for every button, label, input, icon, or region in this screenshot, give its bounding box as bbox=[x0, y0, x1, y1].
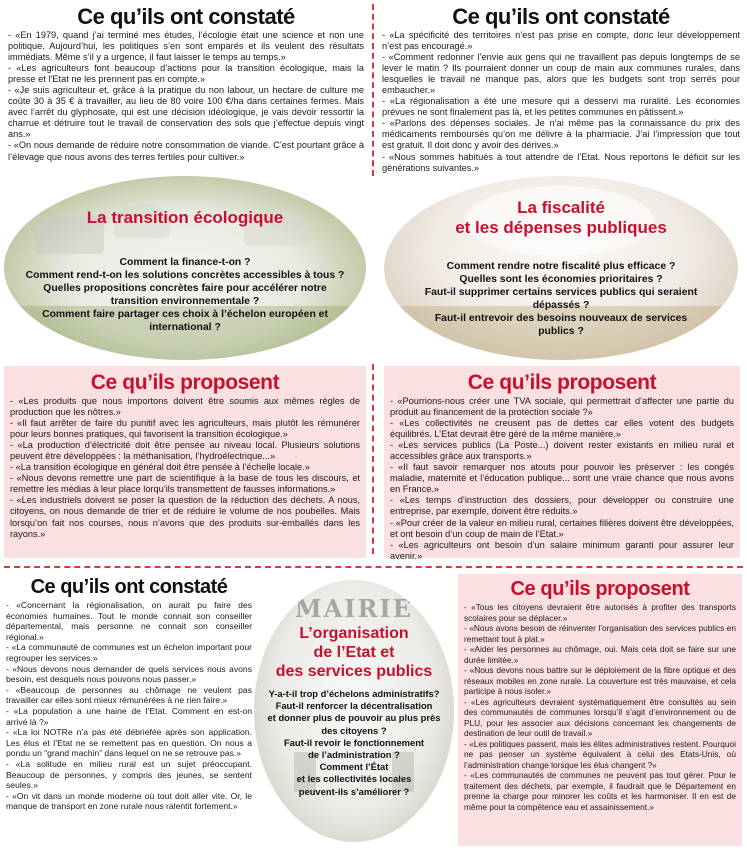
list-item: - «Beaucoup de personnes au chômage ne veulent pas travailler car elles sont mieux rémunérées à ne rien faire.» bbox=[6, 684, 252, 706]
question: de l’administration ? bbox=[308, 749, 400, 761]
question: Y-a-t-il trop d’échelons administratifs? bbox=[268, 688, 440, 699]
mid-right-list bbox=[390, 396, 734, 562]
list-item: - «La communauté de communes est un échelon important pour regrouper les services.» bbox=[6, 642, 252, 663]
list-item: - «Nous devons remettre une part de scientifique à la base de tous les discours, et remettre les médias à leur place lorqu’ils transmettent de fausses informations.» bbox=[10, 473, 360, 495]
list-item: - «Les collectivités ne creusent pas de dettes car elles votent des budgets équilibrés. L’Etat devrait être géré de la même manière.» bbox=[390, 418, 734, 440]
list-item: - «Nous devons nous demander de quels services nous avons besoin, est desquels nous pouvons nous passer.» bbox=[6, 663, 252, 685]
question: Quelles propositions concrètes faire pour accélérer notre transition environnementale ? bbox=[43, 283, 327, 307]
list-item: - «Concernant la régionalisation, on aurait pu faire des économies humaines. Tout le monde connait son conseiller départemental, mais personne ne connait son conseiller régional.» bbox=[6, 600, 252, 642]
list-item: - «Nous avons besoin de réinventer l’organisation des services publics en remettant tout à plat.» bbox=[464, 623, 736, 644]
section-heading: Ce qu’ils ont constaté bbox=[452, 4, 670, 29]
list-item: - «En 1979, quand j’ai terminé mes études, l’écologie était une science et non une politique. Aujourd’hui, les politiques s’en sont emparés et ils veulent des résultats immédiats. Même s’il y a urgence, il faut laisser le temps au temps.» bbox=[8, 30, 364, 63]
question: et donner plus de pouvoir au plus près bbox=[267, 712, 441, 724]
list-item: - «Pourrions-nous créer une TVA sociale, qui permettrait d’affecter une partie du produit au financement de la protection sociale ?» bbox=[390, 396, 734, 418]
list-item: - «Il faut savoir remarquer nos atouts pour pouvoir les préserver : les congés maladie, maternité et l’éducation publique... sont une vraie chance que nous avons en France.» bbox=[390, 462, 734, 495]
bottom-left-section bbox=[6, 574, 252, 846]
list-item: - «La population a une haine de l’Etat. Comment en est-on arrivé là ?» bbox=[6, 705, 252, 727]
vertical-divider-top bbox=[372, 4, 374, 176]
bottom-right-section bbox=[458, 574, 742, 846]
list-item: - «Les communautés de communes ne peuvent pas tout gérer. Pour le traitement des déchets, par exemple, il faudrait que le Département en prenne la charge pour minorer les coûts et les harmoniser. Il en est de même pour la compétence eau et assainissement.» bbox=[464, 770, 736, 812]
transition-questions bbox=[24, 256, 346, 334]
list-item: - «Tous les citoyens devraient être autorisés à profiter des transports scolaires pour se déplacer.» bbox=[464, 602, 736, 623]
top-left-list bbox=[8, 30, 364, 163]
list-item: - «La loi NOTRe n’a pas été débriefée après son application. Les élus et l’Etat ne se remettent pas en question. On nous a pondu un “grand machin” dans lequel on ne se retrouve pas.» bbox=[6, 727, 252, 759]
question: Comment rend-t-on les solutions concrètes accessibles à tous ? bbox=[25, 270, 345, 281]
list-item: - «Nous sommes habitués à tout attendre de l’Etat. Nous reportons le déficit sur les générations suivantes.» bbox=[382, 151, 740, 173]
etat-title-line3: des services publics bbox=[275, 663, 433, 680]
question: Quelles sont les économies prioritaires ? bbox=[459, 274, 663, 285]
list-item: - «Les agriculteurs ont besoin d’un salaire minimum garanti pour assurer leur avenir.» bbox=[390, 539, 734, 561]
list-item: - «Les agriculteurs devraient systématiquement être consultés au sein des communautés de communes lorsqu’il s’agit d’environnement ou de PLU, pour les associer aux décisions concernant les changements de destination de leur outil de travail.» bbox=[464, 696, 736, 738]
list-item: - «Je suis agriculteur et, grâce à la pratique du non labour, un hectare de culture me coûte 30 à 35 € à travailler, au lieu de 80 voire 100 €/ha dans certaines fermes. Mais avec l’arrêt du glyphosate, qui est une décision idéologique, je vais devoir ressortir la charrue et détruire tout le travail de conservation des sols que j’effectue depuis vingt ans.» bbox=[8, 85, 364, 140]
horizontal-divider bbox=[4, 566, 743, 568]
list-item: - «La spécificité des territoires n’est pas prise en compte, donc leur développement n’est pas encouragé.» bbox=[382, 30, 740, 52]
question: et les collectivités locales bbox=[296, 773, 412, 785]
transition-ecologique-photo bbox=[4, 176, 366, 360]
question: Comment faire partager ces choix à l’échelon européen et international ? bbox=[42, 309, 328, 333]
section-heading: Ce qu’ils proposent bbox=[510, 578, 690, 600]
bottom-left-list bbox=[6, 600, 252, 812]
list-item: - «Parlons des dépenses sociales. Je n’ai même pas la connaissance du prix des médicaments remboursés qu’on me délivre à la pharmacie. J’ai l’impression que tout est gratuit. Il doit donc y avoir des dérives.» bbox=[382, 118, 740, 151]
list-item: - «Les politiques passent, mais les élites administratives restent. Pourquoi ne pas penser un système équivalent à celui des Etats-Unis, où l’administration change lorsque les élus changent ?» bbox=[464, 738, 736, 770]
top-right-list bbox=[382, 30, 740, 174]
list-item: - «La production d’électricité doit être pensée au niveau local. Plusieurs solutions peuvent être développées : la méthanisation, l’hydroélectrique...» bbox=[10, 440, 360, 462]
fiscalite-photo bbox=[384, 176, 738, 360]
list-item: - «Il faut arrêter de faire du punitif avec les agriculteurs, mais plutôt les rémunérer pour leurs bonnes pratiques, qui favorisent la transition écologique.» bbox=[10, 418, 360, 440]
etat-questions bbox=[254, 688, 454, 798]
top-right-section bbox=[382, 4, 740, 184]
mid-right-section bbox=[384, 366, 740, 561]
section-heading: Ce qu’ils ont constaté bbox=[30, 576, 228, 598]
list-item: - «Comment redonner l’envie aux gens qui ne travaillent pas depuis longtemps de se lever le matin ? Ils pourraient donner un coup de main aux communes rurales, dans lesquelles le travail ne manque pas, alors que les budgets sont trop serrés pour embaucher.» bbox=[382, 52, 740, 96]
list-item: - «Les temps d’instruction des dossiers, pour développer ou construire une entreprise, par exemple, doivent être réduits.» bbox=[390, 495, 734, 517]
list-item: - «Pour créer de la valeur en milieu rural, certaines filières doivent être développées, et ont besoin d’un coup de main de l’Etat.» bbox=[390, 517, 734, 539]
etat-title-line1: L’organisation bbox=[299, 625, 409, 642]
list-item: - «La transition écologique en général doit être pensée à l’échelle locale.» bbox=[10, 462, 310, 473]
question: Faut-il revoir le fonctionnement bbox=[283, 736, 425, 748]
list-item: - «La régionalisation a été une mesure qui a desservi ma ruralité. Les économies prévues ne sont finalement pas là, et les petites communes en pâtissent.» bbox=[382, 96, 740, 118]
list-item: - «Les services publics (La Poste...) doivent rester existants en milieu rural et accessibles grâce aux transports.» bbox=[390, 440, 734, 462]
question: Comment rendre notre fiscalité plus efficace ? bbox=[446, 261, 676, 272]
list-item: - «Les industriels doivent se poser la question de la réduction des déchets. A nous, citoyens, on nous demande de trier et de réduire le volume de nos poubelles. Mais lorsqu’on fait nos courses, nous n’avons que des produits sur-emballés dans les rayons.» bbox=[10, 495, 360, 539]
list-item: - «Aider les personnes au chômage, oui. Mais cela doit se faire sur une durée limitée.» bbox=[464, 644, 736, 665]
mairie-sign: MAIRIE bbox=[295, 594, 413, 623]
list-item: - «Les agriculteurs font beaucoup d’actions pour la transition écologique, mais la presse et l’Etat ne les prennent pas en compte.» bbox=[8, 63, 364, 85]
bottom-right-list bbox=[464, 602, 736, 812]
vertical-divider-mid bbox=[372, 364, 374, 554]
transition-title: La transition écologique bbox=[86, 208, 284, 227]
fiscalite-questions bbox=[424, 260, 698, 338]
mid-left-section bbox=[4, 366, 366, 558]
mid-left-list bbox=[10, 396, 360, 540]
fiscalite-title-line1: La fiscalité bbox=[517, 198, 605, 217]
list-item: - «Nous devons nous battre sur le déploiement de la fibre optique et des réseaux mobiles en zone rurale. La couverture est très mauvaise, et cela participe à nous isoler.» bbox=[464, 665, 736, 696]
question: des citoyens ? bbox=[321, 724, 387, 736]
list-item: - «La solitude en milieu rural est un sujet préoccupant. Beaucoup de personnes, y compris des jeunes, se sentent seules.» bbox=[6, 758, 252, 791]
section-heading: Ce qu’ils ont constaté bbox=[77, 4, 295, 29]
section-heading: Ce qu’ils proposent bbox=[467, 371, 657, 394]
top-left-section bbox=[8, 4, 364, 184]
mairie-photo bbox=[254, 580, 454, 842]
etat-title-line2: de l’Etat et bbox=[313, 644, 395, 661]
section-heading: Ce qu’ils proposent bbox=[90, 371, 280, 394]
question: peuvent-ils s’améliorer ? bbox=[298, 785, 410, 797]
question: Faut-il renforcer la décentralisation bbox=[275, 700, 433, 712]
question: Faut-il entrevoir des besoins nouveaux de services publics ? bbox=[434, 313, 688, 337]
question: Comment la finance-t-on ? bbox=[119, 257, 251, 268]
list-item: - «On vit dans un monde moderne où tout doit aller vite. Or, le manque de transport en zone rurale nous ralentit fortement.» bbox=[6, 790, 252, 812]
list-item: - «On nous demande de réduire notre consommation de viande. C’est pourtant grâce à l’élevage que nous avons des terres fertiles pour cultiver.» bbox=[8, 140, 364, 162]
question: Comment l’État bbox=[319, 761, 389, 773]
list-item: - «Les produits que nous importons doivent être soumis aux mêmes règles de production que les nôtres.» bbox=[10, 396, 360, 418]
fiscalite-title-line2: et les dépenses publiques bbox=[455, 218, 667, 237]
question: Faut-il supprimer certains services publics qui seraient dépassés ? bbox=[424, 287, 698, 311]
